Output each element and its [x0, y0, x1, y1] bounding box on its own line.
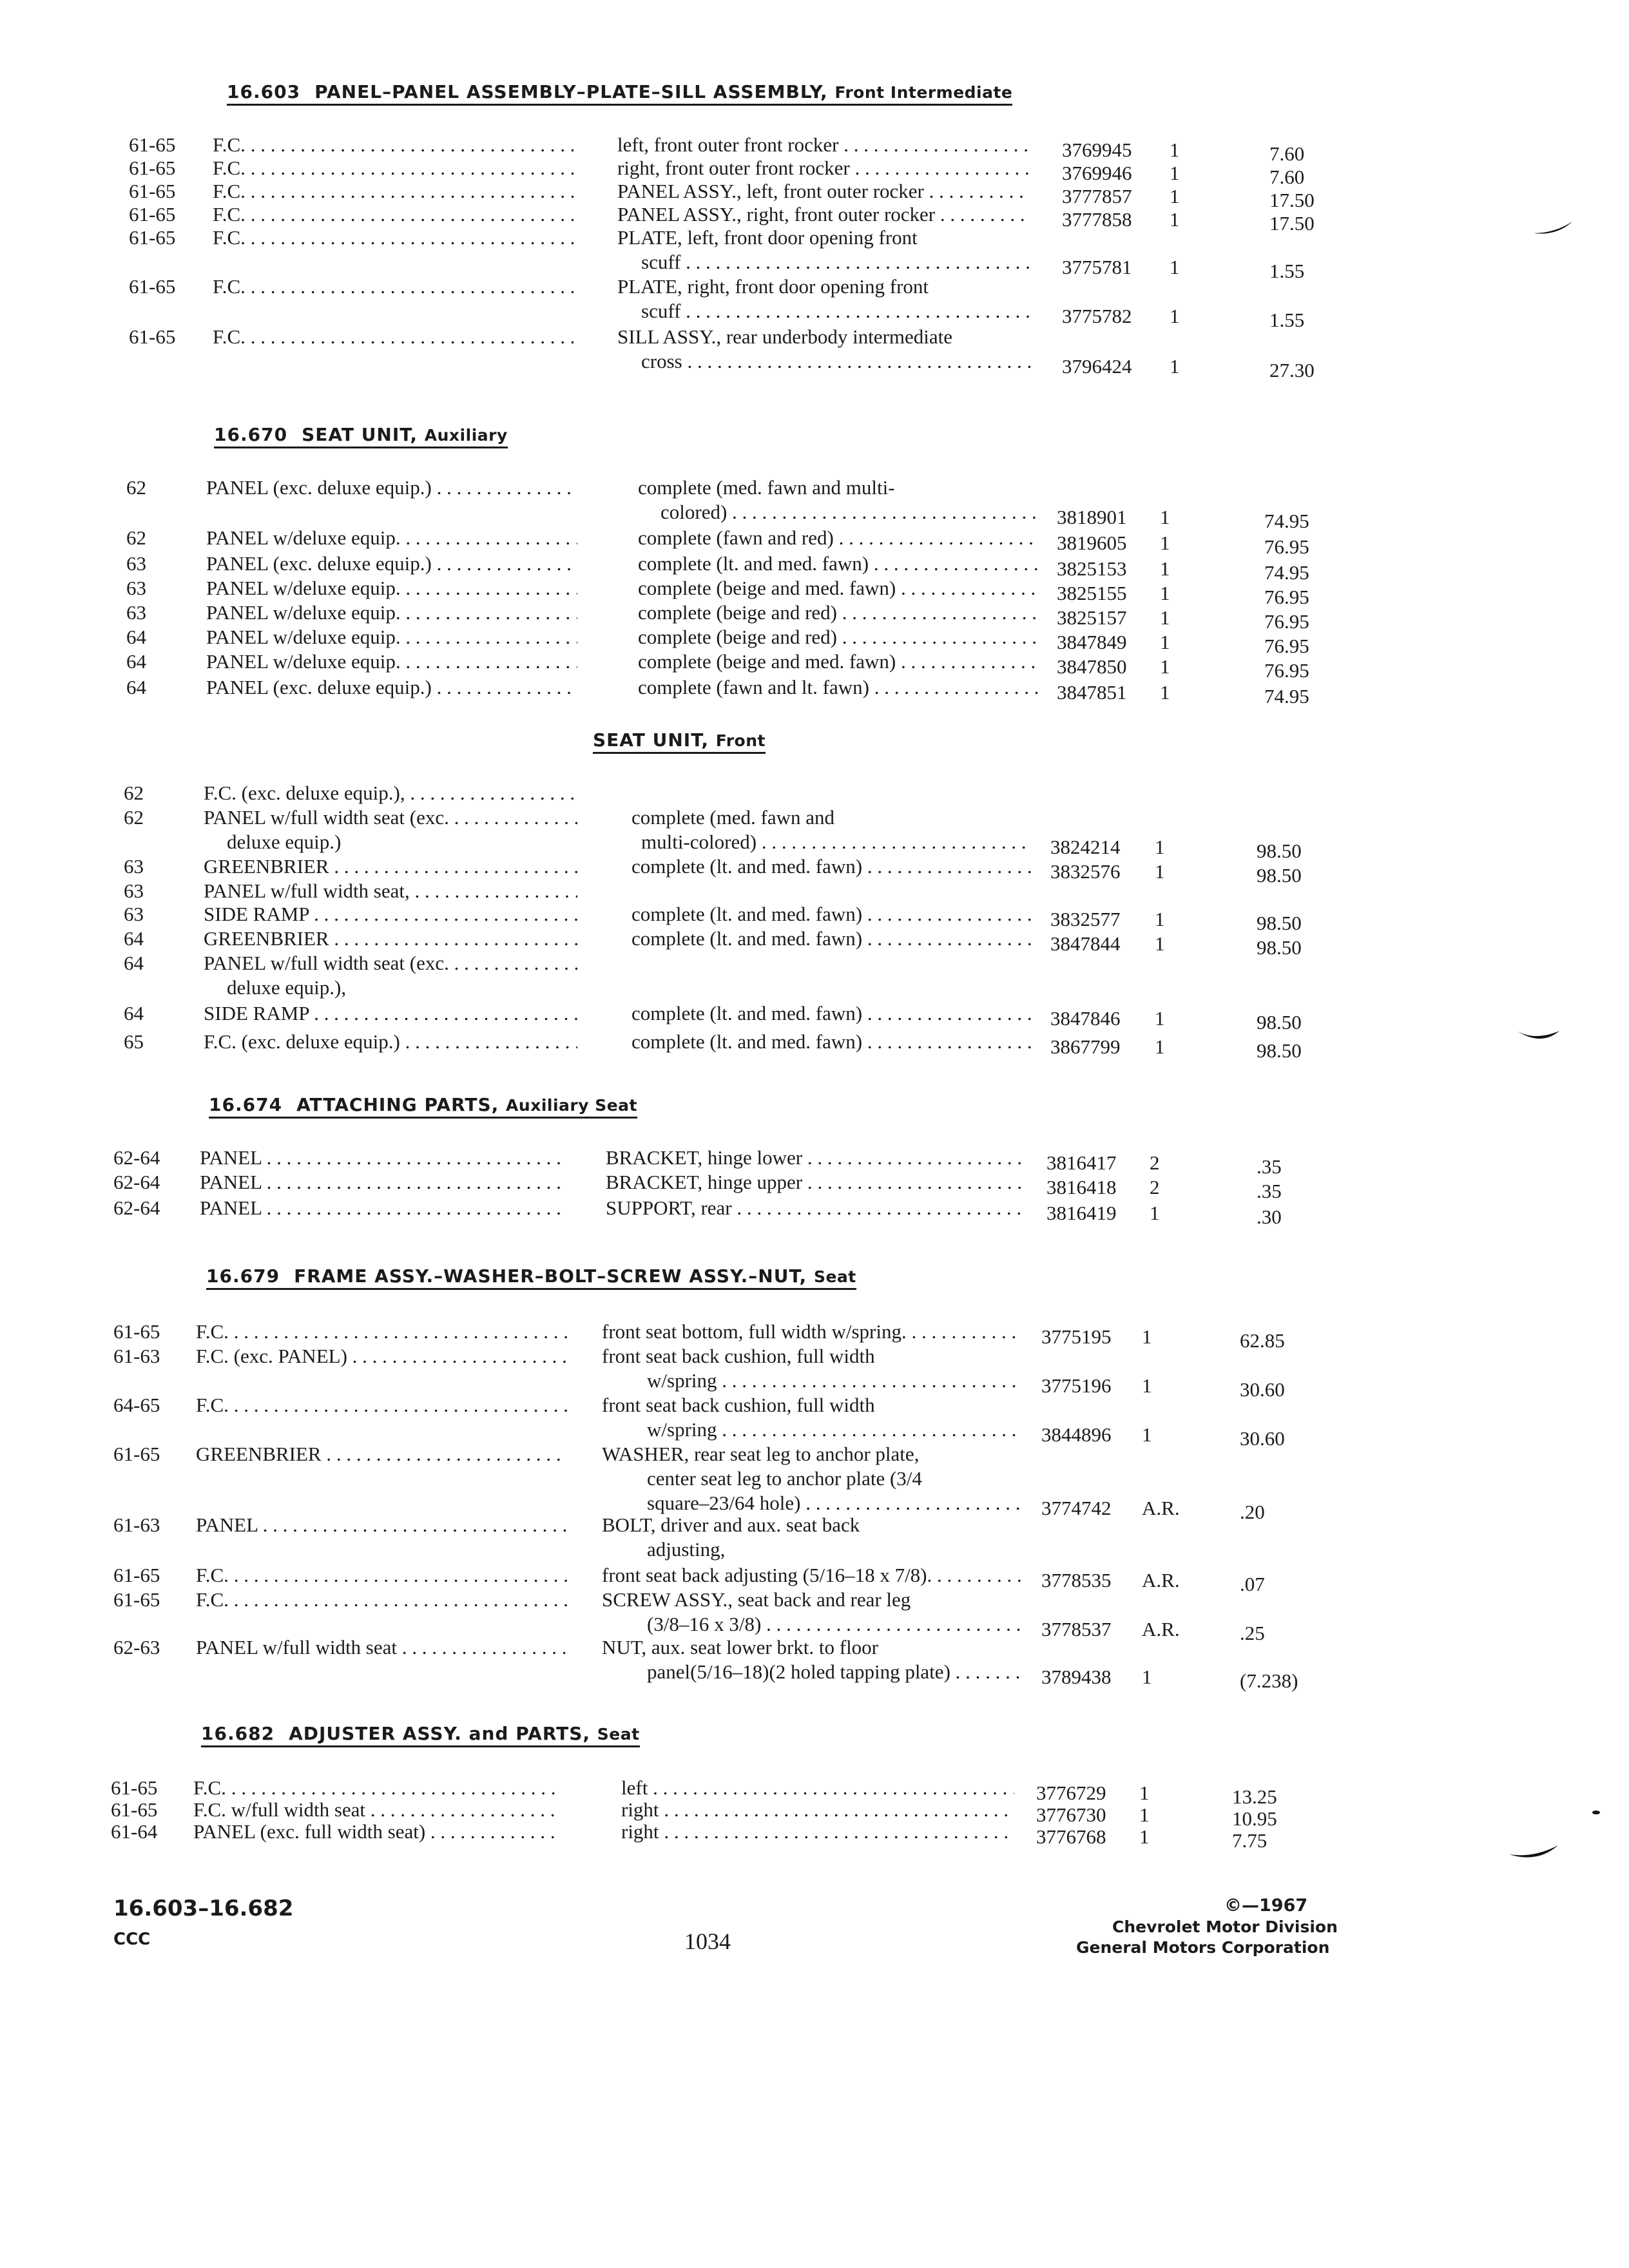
model-application: PANEL (exc. full width seat) . . .	[193, 1820, 561, 1843]
section-title: FRAME ASSY.–WASHER–BOLT–SCREW ASSY.–NUT,	[294, 1265, 814, 1287]
model-year: 64	[124, 1002, 144, 1024]
section-header	[227, 82, 1012, 106]
quantity: 1	[1155, 860, 1165, 883]
part-description: right . . .	[621, 1798, 1014, 1821]
part-description: SUPPORT, rear . . .	[606, 1196, 1025, 1220]
price: 27.30	[1269, 359, 1315, 381]
part-description: left . . .	[621, 1776, 1014, 1800]
part-number: 3847851	[1057, 681, 1127, 704]
price: 74.95	[1264, 561, 1309, 584]
price: 30.60	[1240, 1378, 1285, 1401]
quantity: 1	[1155, 932, 1165, 955]
quantity: 1	[1170, 256, 1180, 278]
quantity: 1	[1160, 631, 1170, 653]
part-number: 3777857	[1062, 185, 1132, 207]
part-description-continued: colored) . . .	[660, 500, 1037, 524]
quantity: 1	[1170, 355, 1180, 378]
section-number: 16.603	[227, 81, 301, 102]
model-application: PANEL . . .	[200, 1196, 567, 1220]
price: 1.55	[1269, 260, 1305, 282]
model-application: PANEL w/deluxe equip. . . .	[206, 601, 577, 624]
model-application: F.C. . . .	[196, 1320, 567, 1343]
quantity: 1	[1142, 1423, 1152, 1446]
model-year: 61-64	[111, 1820, 158, 1843]
part-number: 3776768	[1036, 1825, 1106, 1848]
model-application: F.C. (exc. PANEL) . . .	[196, 1344, 567, 1368]
model-year: 64	[126, 676, 146, 698]
model-application: PANEL w/deluxe equip. . . .	[206, 649, 577, 673]
part-number: 3796424	[1062, 355, 1132, 378]
price: .35	[1257, 1180, 1282, 1202]
part-description: SCREW ASSY., seat back and rear leg	[602, 1588, 911, 1611]
section-title: SEAT UNIT,	[593, 729, 716, 751]
section-qualifier: Seat	[597, 1725, 640, 1744]
part-number: 3819605	[1057, 532, 1127, 554]
model-year: 64-65	[113, 1394, 160, 1416]
part-description: complete (med. fawn and multi-	[638, 476, 895, 499]
quantity: 1	[1139, 1782, 1150, 1804]
margin-mark	[1592, 1809, 1601, 1816]
quantity: 1	[1170, 139, 1180, 161]
model-year: 61-65	[129, 226, 176, 249]
price: 98.50	[1257, 936, 1302, 959]
part-description: WASHER, rear seat leg to anchor plate,	[602, 1443, 920, 1465]
quantity: 1	[1150, 1202, 1160, 1224]
model-year: 63	[124, 903, 144, 925]
quantity: 1	[1139, 1803, 1150, 1826]
price: 62.85	[1240, 1329, 1285, 1352]
price: .07	[1240, 1573, 1265, 1595]
part-number: 3847850	[1057, 655, 1127, 678]
price: 98.50	[1257, 912, 1302, 934]
model-year: 62	[126, 476, 146, 499]
part-description-continued: center seat leg to anchor plate (3/4	[647, 1467, 922, 1490]
margin-mark	[1516, 1028, 1561, 1044]
part-description: complete (med. fawn and	[631, 806, 835, 829]
quantity: 1	[1142, 1374, 1152, 1397]
part-number: 3769945	[1062, 139, 1132, 161]
price: 7.75	[1232, 1829, 1268, 1852]
quantity: 1	[1155, 1035, 1165, 1058]
part-number: 3816419	[1046, 1202, 1117, 1224]
part-number: 3775782	[1062, 305, 1132, 327]
part-description: front seat back adjusting (5/16–18 x 7/8). . . .	[602, 1563, 1021, 1587]
part-description: complete (lt. and med. fawn) . . .	[631, 902, 1031, 926]
model-application: PANEL w/full width seat (exc. . . .	[204, 805, 577, 829]
section-number: 16.682	[201, 1723, 275, 1744]
model-application: PANEL w/deluxe equip. . . .	[206, 526, 577, 550]
price: 76.95	[1264, 586, 1309, 608]
part-description-continued: scuff . . .	[641, 299, 1033, 323]
part-number: 3776730	[1036, 1803, 1106, 1826]
model-application: F.C. . . .	[196, 1588, 567, 1611]
model-year: 61-65	[111, 1776, 158, 1799]
section-qualifier: Auxiliary Seat	[506, 1096, 638, 1115]
part-description: NUT, aux. seat lower brkt. to floor	[602, 1636, 879, 1658]
part-description: front seat back cushion, full width	[602, 1394, 875, 1416]
model-year: 61-65	[113, 1588, 160, 1611]
model-year: 63	[126, 601, 146, 624]
model-application: PANEL w/full width seat (exc. . . .	[204, 951, 577, 975]
model-application-continued: deluxe equip.)	[227, 831, 342, 853]
quantity: 2	[1150, 1176, 1160, 1198]
price: 98.50	[1257, 840, 1302, 862]
model-year: 61-65	[129, 157, 176, 179]
margin-mark	[1508, 1844, 1559, 1861]
price: .30	[1257, 1206, 1282, 1228]
part-description: complete (lt. and med. fawn) . . .	[631, 854, 1031, 878]
model-year: 62-63	[113, 1636, 160, 1658]
model-year: 62-64	[113, 1171, 160, 1193]
section-title: ADJUSTER ASSY. and PARTS,	[289, 1723, 597, 1744]
part-description-continued: (3/8–16 x 3/8) . . .	[647, 1612, 1021, 1636]
quantity: 1	[1170, 305, 1180, 327]
price: 76.95	[1264, 659, 1309, 682]
model-year: 61-65	[113, 1320, 160, 1343]
part-description-continued: multi-colored) . . .	[641, 830, 1031, 854]
part-number: 3847849	[1057, 631, 1127, 653]
price: 17.50	[1269, 212, 1315, 235]
catalog-code: CCC	[113, 1930, 151, 1949]
model-application: F.C. . . .	[196, 1393, 567, 1417]
model-application: GREENBRIER . . .	[204, 854, 577, 878]
model-application: PANEL . . .	[200, 1146, 567, 1169]
model-application: F.C. . . .	[213, 133, 574, 157]
part-description: right, front outer front rocker . . .	[617, 156, 1030, 180]
part-number: 3867799	[1050, 1035, 1121, 1058]
part-number: 3816418	[1046, 1176, 1117, 1198]
quantity: A.R.	[1142, 1618, 1180, 1640]
section-title: SEAT UNIT,	[302, 424, 425, 445]
part-description: left, front outer front rocker . . .	[617, 133, 1030, 157]
part-description: BOLT, driver and aux. seat back	[602, 1514, 860, 1536]
quantity: 1	[1139, 1825, 1150, 1848]
model-application: PANEL w/full width seat, . . .	[204, 879, 577, 903]
part-description: front seat back cushion, full width	[602, 1345, 875, 1367]
part-number: 3778537	[1041, 1618, 1112, 1640]
section-number: 16.679	[206, 1265, 280, 1287]
part-number: 3825157	[1057, 606, 1127, 629]
part-description: BRACKET, hinge upper . . .	[606, 1170, 1025, 1194]
quantity: 1	[1160, 606, 1170, 629]
copyright: ©—1967	[1224, 1896, 1308, 1916]
part-number: 3847844	[1050, 932, 1121, 955]
section-qualifier: Auxiliary	[424, 426, 508, 445]
model-year: 62	[126, 526, 146, 549]
quantity: 1	[1142, 1325, 1152, 1348]
price: 98.50	[1257, 1011, 1302, 1033]
part-description-continued: w/spring . . .	[647, 1418, 1021, 1441]
part-number: 3778535	[1041, 1569, 1112, 1591]
section-qualifier: Seat	[813, 1267, 856, 1286]
model-year: 61-65	[111, 1798, 158, 1821]
quantity: A.R.	[1142, 1569, 1180, 1591]
model-application: PANEL w/full width seat . . .	[196, 1635, 567, 1659]
part-number: 3824214	[1050, 836, 1121, 858]
model-year: 61-65	[129, 275, 176, 298]
model-application-continued: deluxe equip.),	[227, 976, 347, 999]
model-application: PANEL w/deluxe equip. . . .	[206, 625, 577, 649]
section-qualifier: Front	[715, 731, 766, 750]
model-application: F.C. (exc. deluxe equip.) . . .	[204, 1030, 577, 1053]
part-description: PANEL ASSY., left, front outer rocker . . .	[617, 179, 1030, 203]
part-number: 3832577	[1050, 908, 1121, 930]
section-header	[593, 731, 766, 754]
model-year: 65	[124, 1030, 144, 1053]
section-title: PANEL–PANEL ASSEMBLY–PLATE–SILL ASSEMBLY,	[314, 81, 835, 102]
model-application: PANEL . . .	[200, 1170, 567, 1194]
division-name: Chevrolet Motor Division	[1112, 1917, 1338, 1936]
part-description: complete (lt. and med. fawn) . . .	[631, 1001, 1031, 1025]
quantity: 1	[1170, 162, 1180, 184]
part-description: PANEL ASSY., right, front outer rocker . . .	[617, 202, 1030, 226]
model-year: 62-64	[113, 1196, 160, 1219]
model-year: 62-64	[113, 1146, 160, 1169]
model-application: SIDE RAMP . . .	[204, 1001, 577, 1025]
section-number: 16.670	[214, 424, 288, 445]
model-application: F.C. . . .	[213, 226, 574, 249]
model-application: F.C. (exc. deluxe equip.), . . .	[204, 781, 577, 805]
part-number: 3774742	[1041, 1497, 1112, 1519]
part-description-continued: w/spring . . .	[647, 1369, 1021, 1392]
part-number: 3789438	[1041, 1666, 1112, 1688]
part-description-continued: scuff . . .	[641, 250, 1033, 274]
section-range: 16.603–16.682	[113, 1896, 294, 1921]
price: (7.238)	[1240, 1669, 1298, 1692]
section-header	[201, 1724, 640, 1747]
part-description: right . . .	[621, 1820, 1014, 1843]
part-description-continued: cross . . .	[641, 349, 1033, 373]
model-year: 64	[124, 952, 144, 974]
part-description: complete (beige and med. fawn) . . .	[638, 576, 1037, 600]
model-year: 61-65	[129, 133, 176, 156]
part-description: complete (lt. and med. fawn) . . .	[631, 927, 1031, 950]
model-year: 61-65	[129, 203, 176, 226]
model-application: PANEL w/deluxe equip. . . .	[206, 576, 577, 600]
part-number: 3777858	[1062, 208, 1132, 231]
model-application: GREENBRIER . . .	[196, 1442, 567, 1466]
part-description-continued: square–23/64 hole) . . .	[647, 1491, 1021, 1515]
model-year: 64	[126, 626, 146, 648]
part-number: 3825153	[1057, 557, 1127, 580]
part-description: PLATE, right, front door opening front	[617, 275, 929, 298]
part-description: complete (fawn and lt. fawn) . . .	[638, 675, 1037, 699]
model-year: 61-65	[113, 1443, 160, 1465]
price: 98.50	[1257, 864, 1302, 887]
model-year: 64	[126, 650, 146, 673]
quantity: 1	[1142, 1666, 1152, 1688]
part-description: complete (lt. and med. fawn) . . .	[638, 552, 1037, 575]
part-number: 3844896	[1041, 1423, 1112, 1446]
part-description-continued: panel(5/16–18)(2 holed tapping plate) . . .	[647, 1660, 1021, 1684]
part-description: complete (beige and med. fawn) . . .	[638, 649, 1037, 673]
model-year: 62	[124, 782, 144, 804]
model-year: 64	[124, 927, 144, 950]
part-description: PLATE, left, front door opening front	[617, 226, 918, 249]
part-number: 3818901	[1057, 506, 1127, 528]
model-application: F.C. w/full width seat . . .	[193, 1798, 561, 1821]
model-application: PANEL (exc. deluxe equip.) . . .	[206, 552, 577, 575]
part-description: complete (lt. and med. fawn) . . .	[631, 1030, 1031, 1053]
quantity: 1	[1160, 681, 1170, 704]
price: 98.50	[1257, 1039, 1302, 1062]
price: 17.50	[1269, 189, 1315, 211]
price: .35	[1257, 1155, 1282, 1178]
model-year: 63	[124, 855, 144, 878]
part-description: complete (beige and red) . . .	[638, 625, 1037, 649]
model-year: 61-65	[129, 325, 176, 348]
quantity: 1	[1170, 208, 1180, 231]
model-year: 61-63	[113, 1345, 160, 1367]
part-description: front seat bottom, full width w/spring. . . .	[602, 1320, 1021, 1343]
model-year: 63	[126, 552, 146, 575]
model-application: GREENBRIER . . .	[204, 927, 577, 950]
quantity: 1	[1160, 655, 1170, 678]
model-application: SIDE RAMP . . .	[204, 902, 577, 926]
price: 10.95	[1232, 1807, 1277, 1830]
model-year: 61-65	[113, 1564, 160, 1586]
part-number: 3775195	[1041, 1325, 1112, 1348]
page-number: 1034	[684, 1928, 731, 1954]
section-header	[206, 1267, 856, 1290]
price: 30.60	[1240, 1427, 1285, 1450]
price: 76.95	[1264, 610, 1309, 633]
part-number: 3832576	[1050, 860, 1121, 883]
model-application: F.C. . . .	[193, 1776, 561, 1800]
model-application: F.C. . . .	[213, 179, 574, 203]
part-number: 3847846	[1050, 1007, 1121, 1030]
part-number: 3775781	[1062, 256, 1132, 278]
price: 7.60	[1269, 166, 1305, 188]
quantity: 1	[1155, 836, 1165, 858]
part-number: 3825155	[1057, 582, 1127, 604]
price: 1.55	[1269, 309, 1305, 331]
price: 13.25	[1232, 1785, 1277, 1808]
price: 74.95	[1264, 685, 1309, 707]
quantity: A.R.	[1142, 1497, 1180, 1519]
part-number: 3776729	[1036, 1782, 1106, 1804]
model-year: 61-65	[129, 180, 176, 202]
quantity: 2	[1150, 1151, 1160, 1174]
model-year: 63	[126, 577, 146, 599]
model-application: F.C. . . .	[213, 325, 574, 349]
part-number: 3769946	[1062, 162, 1132, 184]
part-description-continued: adjusting,	[647, 1538, 726, 1561]
quantity: 1	[1160, 506, 1170, 528]
quantity: 1	[1160, 532, 1170, 554]
section-number: 16.674	[209, 1094, 283, 1115]
section-qualifier: Front Intermediate	[834, 83, 1013, 102]
corporation-name: General Motors Corporation	[1076, 1938, 1330, 1957]
section-title: ATTACHING PARTS,	[296, 1094, 506, 1115]
section-header	[209, 1095, 637, 1119]
price: .25	[1240, 1622, 1265, 1644]
model-application: F.C. . . .	[213, 156, 574, 180]
margin-mark	[1532, 219, 1574, 237]
model-year: 62	[124, 806, 144, 829]
quantity: 1	[1155, 1007, 1165, 1030]
part-description: SILL ASSY., rear underbody intermediate	[617, 325, 953, 348]
model-application: F.C. . . .	[213, 274, 574, 298]
price: 74.95	[1264, 510, 1309, 532]
part-number: 3775196	[1041, 1374, 1112, 1397]
quantity: 1	[1170, 185, 1180, 207]
price: 7.60	[1269, 142, 1305, 165]
price: 76.95	[1264, 635, 1309, 657]
model-year: 63	[124, 879, 144, 902]
quantity: 1	[1160, 582, 1170, 604]
model-application: PANEL (exc. deluxe equip.) . . .	[206, 675, 577, 699]
part-description: complete (fawn and red) . . .	[638, 526, 1037, 550]
price: .20	[1240, 1501, 1265, 1523]
quantity: 1	[1155, 908, 1165, 930]
model-application: F.C. . . .	[213, 202, 574, 226]
model-application: PANEL . . .	[196, 1513, 567, 1537]
section-header	[214, 425, 508, 448]
model-application: PANEL (exc. deluxe equip.) . . .	[206, 476, 577, 499]
part-number: 3816417	[1046, 1151, 1117, 1174]
part-description: complete (beige and red) . . .	[638, 601, 1037, 624]
price: 76.95	[1264, 535, 1309, 558]
model-application: F.C. . . .	[196, 1563, 567, 1587]
part-description: BRACKET, hinge lower . . .	[606, 1146, 1025, 1169]
model-year: 61-63	[113, 1514, 160, 1536]
quantity: 1	[1160, 557, 1170, 580]
